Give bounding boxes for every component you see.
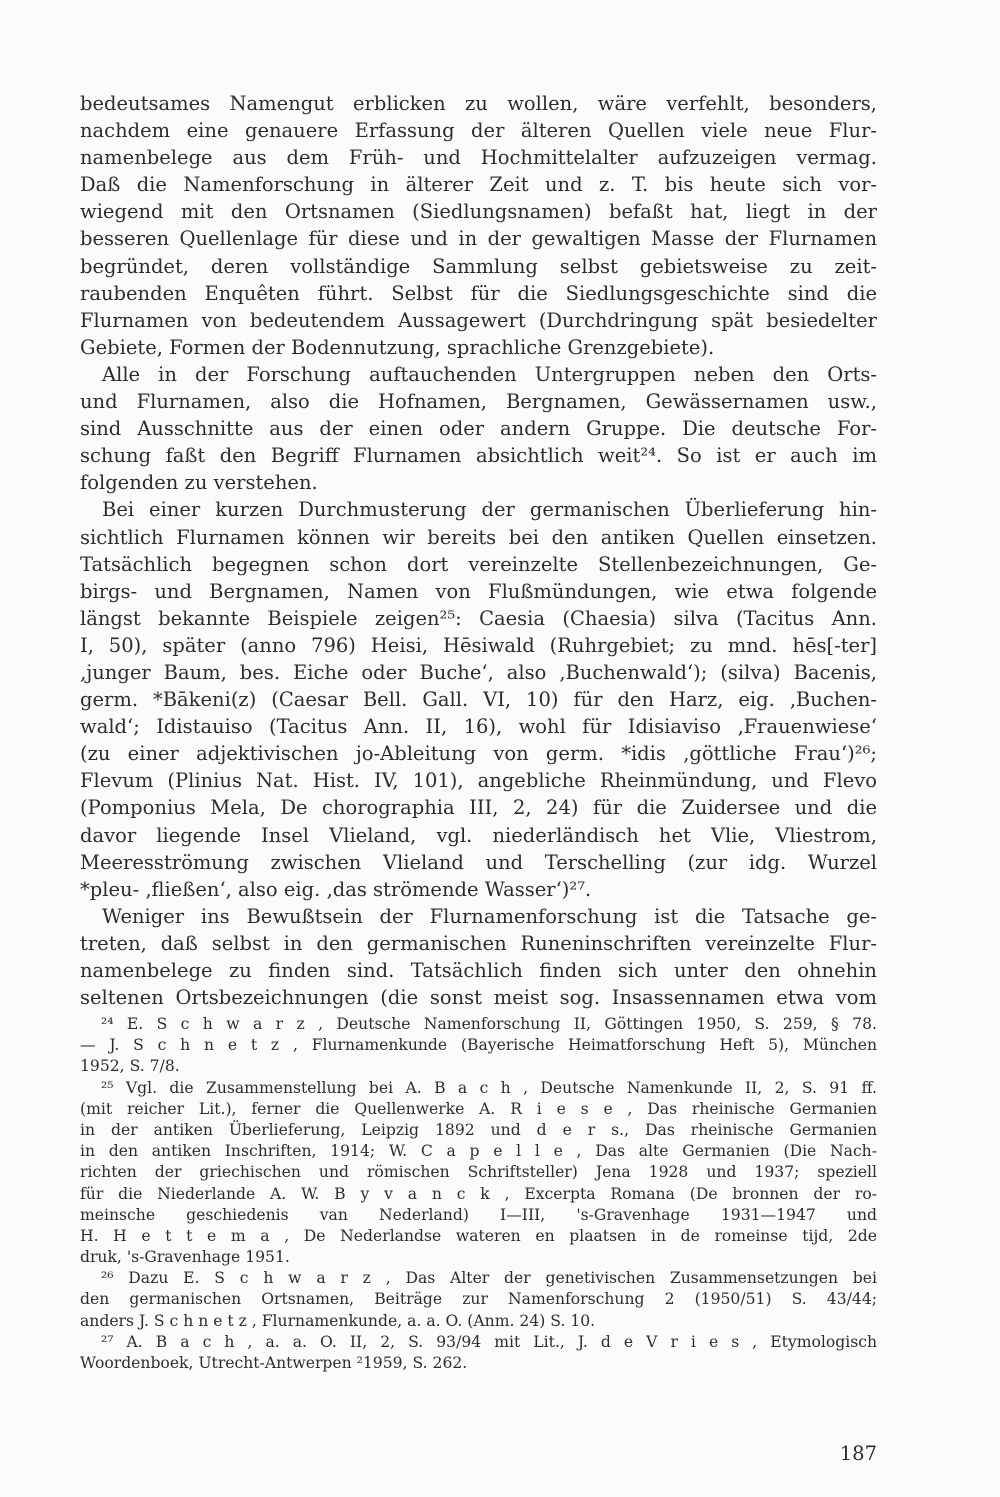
body-line: I, 50), später (anno 796) Heisi, Hēsiwald (Ruhrgebiet; zu mnd. hēs[-ter] xyxy=(80,633,877,657)
body-line: davor liegende Insel Vlieland, vgl. niederländisch het Vlie, Vliestrom, xyxy=(80,823,877,847)
body-line: folgenden zu verstehen. xyxy=(80,471,318,495)
body-line: besseren Quellenlage für diese und in der gewaltigen Masse der Flurnamen xyxy=(80,227,877,251)
body-line: und Flurnamen, also die Hofnamen, Bergnamen, Gewässernamen usw., xyxy=(80,390,877,414)
body-line: längst bekannte Beispiele zeigen²⁵: Caesia (Chaesia) silva (Tacitus Ann. xyxy=(80,606,877,630)
body-line: sichtlich Flurnamen können wir bereits bei den antiken Quellen einsetzen. xyxy=(80,525,877,549)
body-line: begründet, deren vollständige Sammlung selbst gebietsweise zu zeit- xyxy=(80,254,877,278)
footnote-line: ²⁴ E. S c h w a r z , Deutsche Namenforschung II, Göttingen 1950, S. 259, § 78. xyxy=(101,1015,877,1033)
footnote-line: (mit reicher Lit.), ferner die Quellenwerke A. R i e s e , Das rheinische Germanien xyxy=(80,1099,877,1118)
footnote-line: 1952, S. 7/8. xyxy=(80,1057,180,1076)
footnote-line: für die Niederlande A. W. B y v a n c k , Excerpta Romana (De bronnen der ro- xyxy=(80,1184,877,1203)
body-text xyxy=(80,90,877,1011)
footnote-line: H. H e t t e m a , De Nederlandse wateren en plaatsen in de romeinse tijd, 2de xyxy=(80,1226,877,1245)
body-line: ‚junger Baum, bes. Eiche oder Buche‘, also ‚Buchenwald‘); (silva) Bacenis, xyxy=(80,660,877,684)
body-line: Weniger ins Bewußtsein der Flurnamenforschung ist die Tatsache ge- xyxy=(102,904,877,928)
body-line: *pleu- ‚fließen‘, also eig. ‚das strömende Wasser‘)²⁷. xyxy=(80,877,592,901)
body-line: Flevum (Plinius Nat. Hist. IV, 101), angebliche Rheinmündung, und Flevo xyxy=(80,769,877,793)
body-line: Flurnamen von bedeutendem Aussagewert (Durchdringung spät besiedelter xyxy=(80,308,877,332)
body-line: sind Ausschnitte aus der einen oder andern Gruppe. Die deutsche For- xyxy=(80,417,877,441)
footnote-line: anders J. S c h n e t z , Flurnamenkunde, a. a. O. (Anm. 24) S. 10. xyxy=(80,1311,596,1330)
body-line: namenbelege zu finden sind. Tatsächlich finden sich unter den ohnehin xyxy=(80,959,877,982)
footnote-line: in den antiken Inschriften, 1914; W. C a p e l l e , Das alte Germanien (Die Nach- xyxy=(80,1142,877,1161)
body-line: (Pomponius Mela, De chorographia III, 2, 24) für die Zuidersee und die xyxy=(80,796,877,820)
body-line: seltenen Ortsbezeichnungen (die sonst meist sog. Insassennamen etwa vom xyxy=(80,986,877,1010)
footnote-line: Woordenboek, Utrecht-Antwerpen ²1959, S. 262. xyxy=(80,1354,468,1372)
body-line: germ. *Bākeni(z) (Caesar Bell. Gall. VI, 10) für den Harz, eig. ‚Buchen- xyxy=(80,688,877,712)
body-line: wiegend mit den Ortsnamen (Siedlungsnamen) befaßt hat, liegt in der xyxy=(80,200,877,224)
footnote-line: ²⁷ A. B a c h , a. a. O. II, 2, S. 93/94 mit Lit., J. d e V r i e s , Etymologisch xyxy=(101,1332,877,1351)
body-line: birgs- und Bergnamen, Namen von Flußmündungen, wie etwa folgende xyxy=(80,579,877,603)
body-line: Alle in der Forschung auftauchenden Untergruppen neben den Orts- xyxy=(102,362,877,386)
body-line: namenbelege aus dem Früh- und Hochmittelalter aufzuzeigen vermag. xyxy=(80,146,877,170)
body-line: schung faßt den Begriff Flurnamen absichtlich weit²⁴. So ist er auch im xyxy=(80,444,877,468)
body-line: wald‘; Idistauiso (Tacitus Ann. II, 16), wohl für Idisiaviso ‚Frauenwiese‘ xyxy=(80,715,877,739)
body-line: treten, daß selbst in den germanischen Runeninschriften vereinzelte Flur- xyxy=(80,931,877,955)
body-line: Meeresströmung zwischen Vlieland und Terschelling (zur idg. Wurzel xyxy=(80,850,877,874)
footnote-line: — J. S c h n e t z , Flurnamenkunde (Bayerische Heimatforschung Heft 5), München xyxy=(80,1036,877,1055)
body-line: nachdem eine genauere Erfassung der älteren Quellen viele neue Flur- xyxy=(80,119,877,143)
body-line: bedeutsames Namengut erblicken zu wollen, wäre verfehlt, besonders, xyxy=(80,92,877,115)
body-line: Bei einer kurzen Durchmusterung der germanischen Überlieferung hin- xyxy=(102,498,877,522)
body-line: Tatsächlich begegnen schon dort vereinzelte Stellenbezeichnungen, Ge- xyxy=(80,552,877,576)
footnote-line: in der antiken Überlieferung, Leipzig 1892 und d e r s., Das rheinische Germanien xyxy=(80,1120,877,1139)
footnote-line: ²⁶ Dazu E. S c h w a r z , Das Alter der genetivischen Zusammensetzungen bei xyxy=(101,1269,877,1288)
footnotes xyxy=(80,1014,877,1374)
body-line: (zu einer adjektivischen jo-Ableitung von germ. *idis ‚göttliche Frau‘)²⁶; xyxy=(80,742,877,766)
footnote-line: ²⁵ Vgl. die Zusammenstellung bei A. B a c h , Deutsche Namenkunde II, 2, S. 91 ff. xyxy=(101,1078,877,1097)
body-line: Gebiete, Formen der Bodennutzung, sprachliche Grenzgebiete). xyxy=(80,335,715,359)
footnote-line: meinsche geschiedenis van Nederland) I—III, 's-Gravenhage 1931—1947 und xyxy=(80,1205,877,1224)
footnote-line: richten der griechischen und römischen Schriftsteller) Jena 1928 und 1937; speziell xyxy=(80,1163,877,1182)
page-number: 187 xyxy=(839,1442,877,1465)
footnote-line: den germanischen Ortsnamen, Beiträge zur Namenforschung 2 (1950/51) S. 43/44; xyxy=(80,1290,877,1309)
body-line: raubenden Enquêten führt. Selbst für die Siedlungsgeschichte sind die xyxy=(80,281,877,305)
footnote-line: druk, 's-Gravenhage 1951. xyxy=(80,1248,290,1267)
body-line: Daß die Namenforschung in älterer Zeit und z. T. bis heute sich vor- xyxy=(80,173,877,197)
